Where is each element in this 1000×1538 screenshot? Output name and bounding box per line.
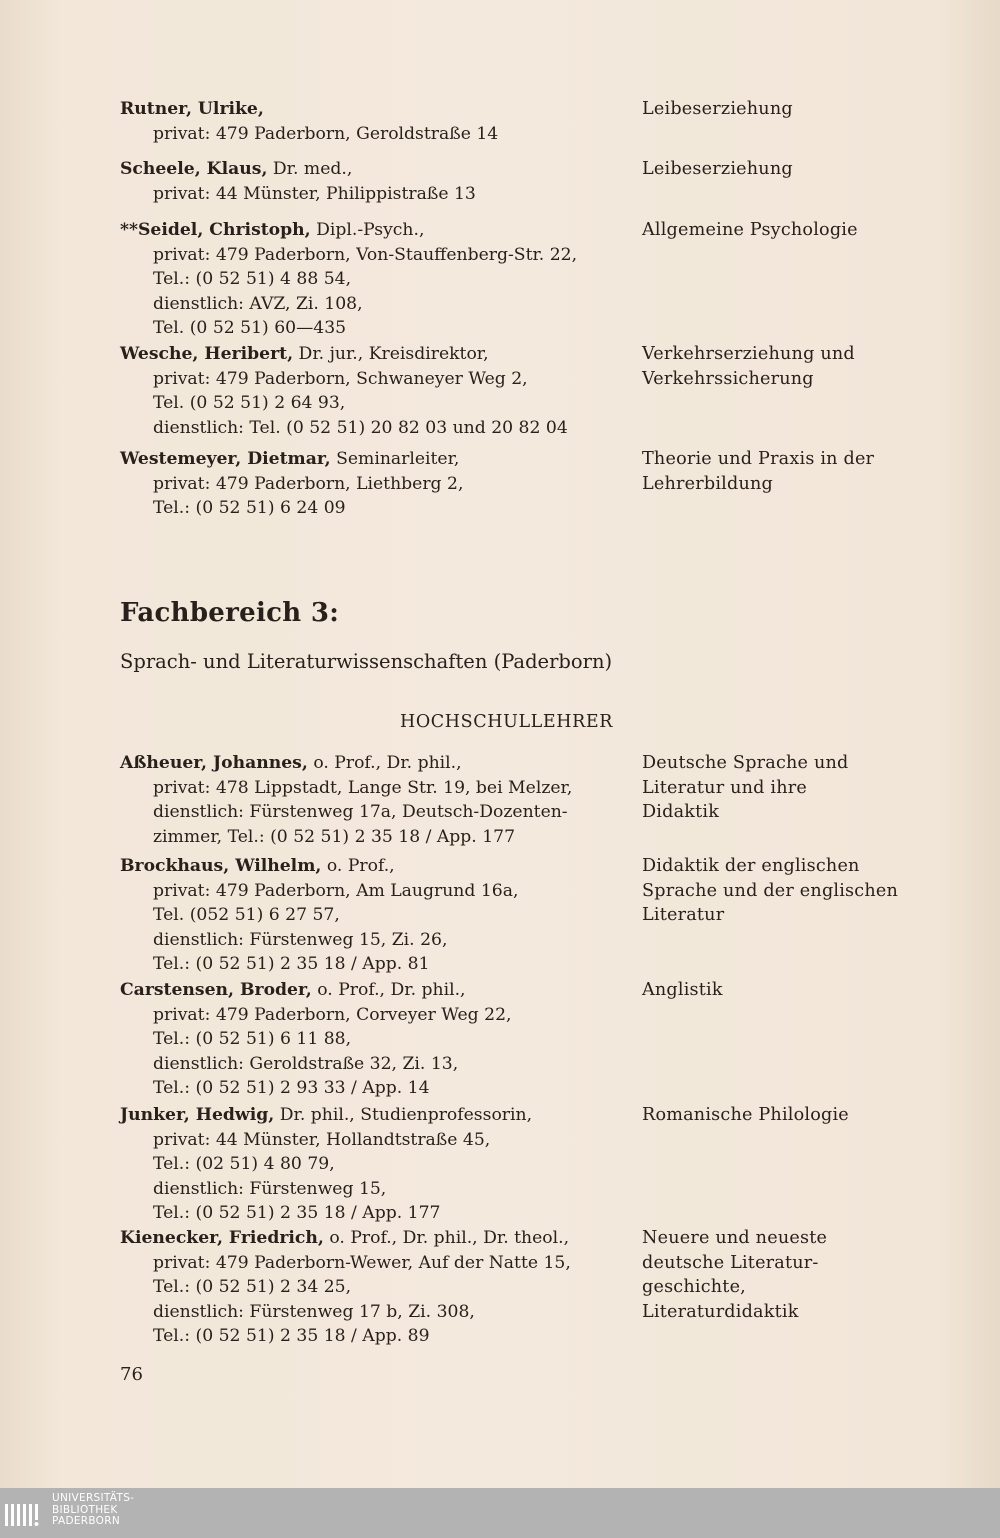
address-line: dienstlich: AVZ, Zi. 108, bbox=[153, 293, 363, 314]
address-line: privat: 44 Münster, Philippistraße 13 bbox=[153, 183, 476, 204]
library-name-line: PADERBORN bbox=[52, 1515, 120, 1527]
library-name-line: BIBLIOTHEK bbox=[52, 1503, 118, 1516]
department-subheading: Sprach- und Literaturwissenschaften (Paderborn) bbox=[120, 650, 613, 673]
address-line: privat: 479 Paderborn, Geroldstraße 14 bbox=[153, 123, 499, 144]
subject-line: Romanische Philologie bbox=[642, 1105, 849, 1125]
address-line: Tel.: (0 52 51) 4 88 54, bbox=[153, 269, 352, 289]
subject-line: Lehrerbildung bbox=[642, 473, 773, 494]
address-line: Tel. (0 52 51) 2 64 93, bbox=[153, 393, 346, 413]
subject-line: Leibeserziehung bbox=[642, 159, 793, 179]
address-line: dienstlich: Fürstenweg 17 b, Zi. 308, bbox=[153, 1301, 475, 1322]
subject-line: Literatur und ihre bbox=[642, 777, 807, 798]
person-name: Rutner, Ulrike, bbox=[120, 99, 264, 119]
subject-line: Anglistik bbox=[642, 980, 723, 1000]
department-heading: Fachbereich 3: bbox=[120, 598, 340, 628]
address-line: Tel. (052 51) 6 27 57, bbox=[153, 905, 340, 925]
address-line: zimmer, Tel.: (0 52 51) 2 35 18 / App. 177 bbox=[153, 826, 516, 847]
page-number: 76 bbox=[120, 1364, 143, 1385]
library-logo-icon bbox=[4, 1500, 44, 1528]
subject-line: geschichte, bbox=[642, 1277, 746, 1297]
person-title: o. Prof., Dr. phil., bbox=[307, 753, 462, 773]
subject-line: deutsche Literatur- bbox=[642, 1252, 819, 1273]
person-title: Dipl.-Psych., bbox=[310, 220, 425, 240]
person-title: Dr. phil., Studienprofessorin, bbox=[274, 1105, 533, 1125]
address-line: privat: 479 Paderborn, Schwaneyer Weg 2, bbox=[153, 368, 528, 389]
address-line: dienstlich: Geroldstraße 32, Zi. 13, bbox=[153, 1053, 459, 1074]
library-footer bbox=[0, 1488, 1000, 1538]
subject-line: Didaktik der englischen bbox=[642, 856, 860, 876]
person-name: Brockhaus, Wilhelm, bbox=[120, 856, 322, 876]
person-title: o. Prof., Dr. phil., bbox=[311, 980, 466, 1000]
person-name: Westemeyer, Dietmar, bbox=[120, 449, 331, 469]
person-name: **Seidel, Christoph, bbox=[120, 220, 311, 240]
subject-line: Allgemeine Psychologie bbox=[642, 220, 858, 240]
address-line: dienstlich: Fürstenweg 15, bbox=[153, 1178, 387, 1199]
address-line: Tel.: (0 52 51) 2 34 25, bbox=[153, 1277, 352, 1297]
address-line: Tel.: (0 52 51) 2 93 33 / App. 14 bbox=[153, 1078, 430, 1098]
subject-line: Sprache und der englischen bbox=[642, 880, 899, 901]
subject-line: Didaktik bbox=[642, 802, 720, 822]
person-name: Junker, Hedwig, bbox=[120, 1105, 275, 1125]
address-line: dienstlich: Tel. (0 52 51) 20 82 03 und 20 82 04 bbox=[153, 417, 568, 438]
address-line: privat: 44 Münster, Hollandtstraße 45, bbox=[153, 1129, 491, 1150]
address-line: privat: 479 Paderborn, Von-Stauffenberg-Str. 22, bbox=[153, 244, 578, 265]
address-line: privat: 479 Paderborn, Corveyer Weg 22, bbox=[153, 1004, 512, 1025]
address-line: privat: 479 Paderborn-Wewer, Auf der Natte 15, bbox=[153, 1252, 571, 1273]
address-line: Tel.: (02 51) 4 80 79, bbox=[153, 1154, 335, 1174]
subject-line: Verkehrssicherung bbox=[642, 368, 814, 389]
address-line: privat: 479 Paderborn, Liethberg 2, bbox=[153, 473, 464, 494]
person-title: Seminarleiter, bbox=[330, 449, 460, 469]
person-title: o. Prof., Dr. phil., Dr. theol., bbox=[323, 1228, 570, 1248]
address-line: Tel.: (0 52 51) 6 11 88, bbox=[153, 1029, 352, 1049]
address-line: dienstlich: Fürstenweg 15, Zi. 26, bbox=[153, 929, 448, 950]
person-title: o. Prof., bbox=[321, 856, 395, 876]
person-name: Kienecker, Friedrich, bbox=[120, 1228, 324, 1248]
address-line: Tel.: (0 52 51) 6 24 09 bbox=[153, 498, 346, 518]
subject-line: Literaturdidaktik bbox=[642, 1301, 799, 1322]
person-name: Scheele, Klaus, bbox=[120, 159, 268, 179]
subject-line: Verkehrserziehung und bbox=[642, 344, 855, 364]
subject-line: Neuere und neueste bbox=[642, 1228, 828, 1248]
address-line: Tel.: (0 52 51) 2 35 18 / App. 177 bbox=[153, 1203, 441, 1223]
subject-line: Deutsche Sprache und bbox=[642, 753, 849, 773]
address-line: privat: 478 Lippstadt, Lange Str. 19, bei Melzer, bbox=[153, 777, 573, 798]
address-line: Tel.: (0 52 51) 2 35 18 / App. 89 bbox=[153, 1326, 430, 1346]
person-name: Aßheuer, Johannes, bbox=[120, 753, 308, 773]
person-title: Dr. jur., Kreisdirektor, bbox=[293, 344, 489, 364]
address-line: dienstlich: Fürstenweg 17a, Deutsch-Dozenten- bbox=[153, 802, 568, 822]
address-line: privat: 479 Paderborn, Am Laugrund 16a, bbox=[153, 880, 519, 901]
subject-line: Leibeserziehung bbox=[642, 99, 793, 119]
library-name bbox=[52, 1493, 134, 1528]
person-title: Dr. med., bbox=[267, 159, 353, 179]
subject-line: Theorie und Praxis in der bbox=[642, 449, 875, 469]
person-name: Carstensen, Broder, bbox=[120, 980, 312, 1000]
address-line: Tel. (0 52 51) 60—435 bbox=[153, 318, 347, 338]
library-name-line: UNIVERSITÄTS- bbox=[52, 1492, 135, 1504]
person-name: Wesche, Heribert, bbox=[120, 344, 294, 364]
section-title: HOCHSCHULLEHRER bbox=[400, 712, 614, 732]
subject-line: Literatur bbox=[642, 905, 725, 925]
address-line: Tel.: (0 52 51) 2 35 18 / App. 81 bbox=[153, 954, 430, 974]
